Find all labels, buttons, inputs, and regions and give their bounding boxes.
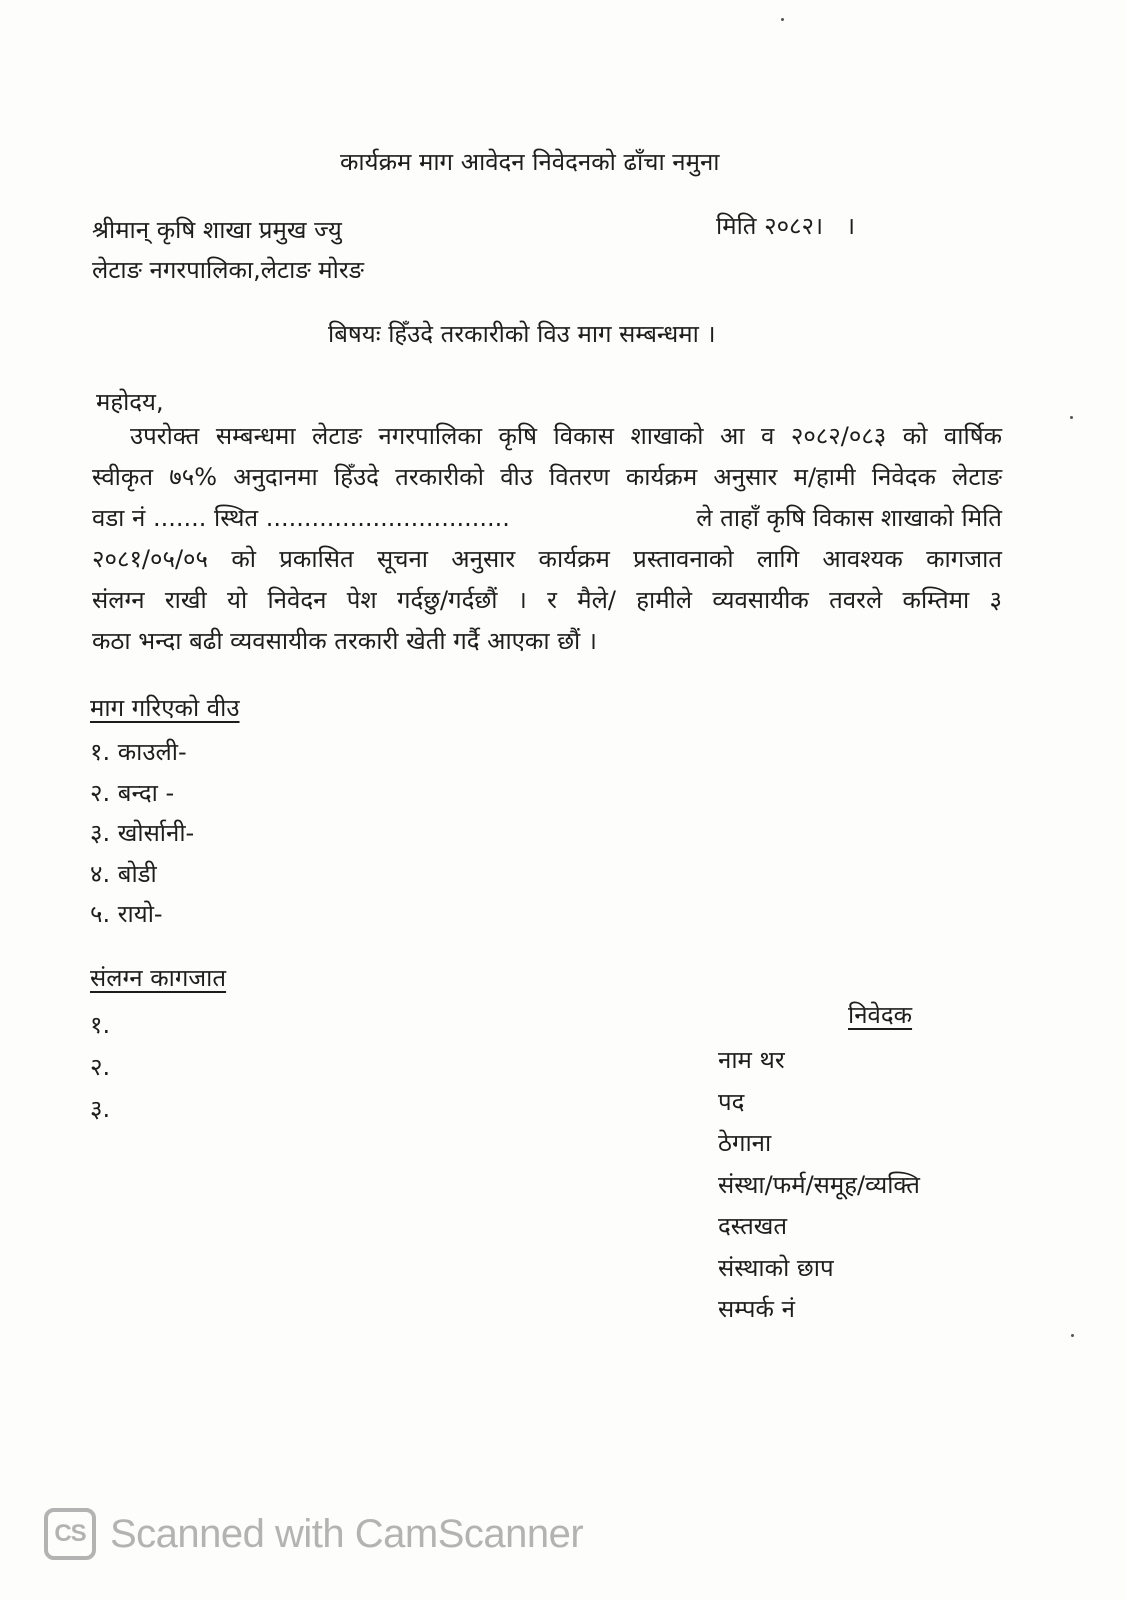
list-item: २. — [90, 1053, 111, 1081]
attachments-list — [90, 1004, 110, 1130]
body-paragraph — [92, 416, 1002, 662]
scan-speck — [1071, 1334, 1074, 1337]
applicant-fields — [718, 1040, 920, 1331]
list-item: ३. खोर्सानी- — [90, 819, 195, 847]
body-line: २०८१/०५/०५ को प्रकासित सूचना अनुसार कार्यक्रम प्रस्तावनाको लागि आवश्यक कागजात — [92, 545, 1002, 573]
applicant-field: सम्पर्क नं — [718, 1295, 795, 1323]
applicant-field: पद — [718, 1087, 745, 1116]
ward-line-tail: ले ताहाँ कृषि विकास शाखाको मिति — [696, 504, 1002, 532]
recipient-line-1: श्रीमान् कृषि शाखा प्रमुख ज्यु — [92, 216, 342, 244]
document-title: कार्यक्रम माग आवेदन निवेदनको ढाँचा नमुना — [340, 148, 720, 176]
body-line-ward — [92, 498, 1002, 539]
body-line: उपरोक्त सम्बन्धमा लेटाङ नगरपालिका कृषि विकास शाखाको आ व २०८२/०८३ को वार्षिक — [130, 422, 1002, 450]
attachments-heading: संलग्न कागजात — [90, 964, 227, 992]
scan-speck — [1070, 416, 1073, 419]
applicant-field: नाम थर — [718, 1046, 785, 1074]
watermark-text: Scanned with CamScanner — [110, 1511, 584, 1556]
recipient-line-2: लेटाङ नगरपालिका,लेटाङ मोरङ — [92, 256, 364, 284]
scan-speck — [781, 18, 784, 21]
applicant-heading: निवेदक — [848, 1001, 913, 1029]
list-item: २. बन्दा - — [90, 778, 175, 807]
camscanner-watermark — [44, 1508, 583, 1560]
camscanner-logo-icon — [44, 1508, 96, 1560]
applicant-field: संस्थाको छाप — [718, 1253, 834, 1282]
list-item: ४. बोडी — [90, 859, 157, 888]
list-item: ३. — [90, 1095, 111, 1123]
body-line: संलग्न राखी यो निवेदन पेश गर्दछु/गर्दछौं । र मैले/ हामीले व्यवसायीक तवरले कम्तिमा ३ — [92, 586, 1002, 614]
subject-line: बिषयः हिँउदे तरकारीको विउ माग सम्बन्धमा । — [328, 320, 716, 348]
seeds-heading: माग गरिएको वीउ — [90, 694, 240, 722]
list-item: १. काउली- — [90, 738, 187, 766]
applicant-field: ठेगाना — [718, 1129, 772, 1157]
date-field: मिति २०८२। । — [716, 212, 856, 240]
salutation: महोदय, — [96, 388, 164, 416]
list-item: १. — [90, 1011, 111, 1039]
body-line: कठा भन्दा बढी व्यवसायीक तरकारी खेती गर्दै आएका छौं । — [92, 627, 597, 655]
applicant-field: संस्था/फर्म/समूह/व्यक्ति — [718, 1170, 920, 1199]
body-line: स्वीकृत ७५% अनुदानमा हिँउदे तरकारीको वीउ वितरण कार्यक्रम अनुसार म/हामी निवेदक लेटाङ — [92, 463, 1002, 491]
applicant-field: दस्तखत — [718, 1212, 788, 1240]
list-item: ५. रायो- — [90, 900, 163, 928]
camscanner-logo-text: CS — [54, 1520, 86, 1547]
seed-list — [90, 732, 194, 935]
ward-location-blank: वडा नं ....... स्थित ................................ — [92, 504, 510, 532]
